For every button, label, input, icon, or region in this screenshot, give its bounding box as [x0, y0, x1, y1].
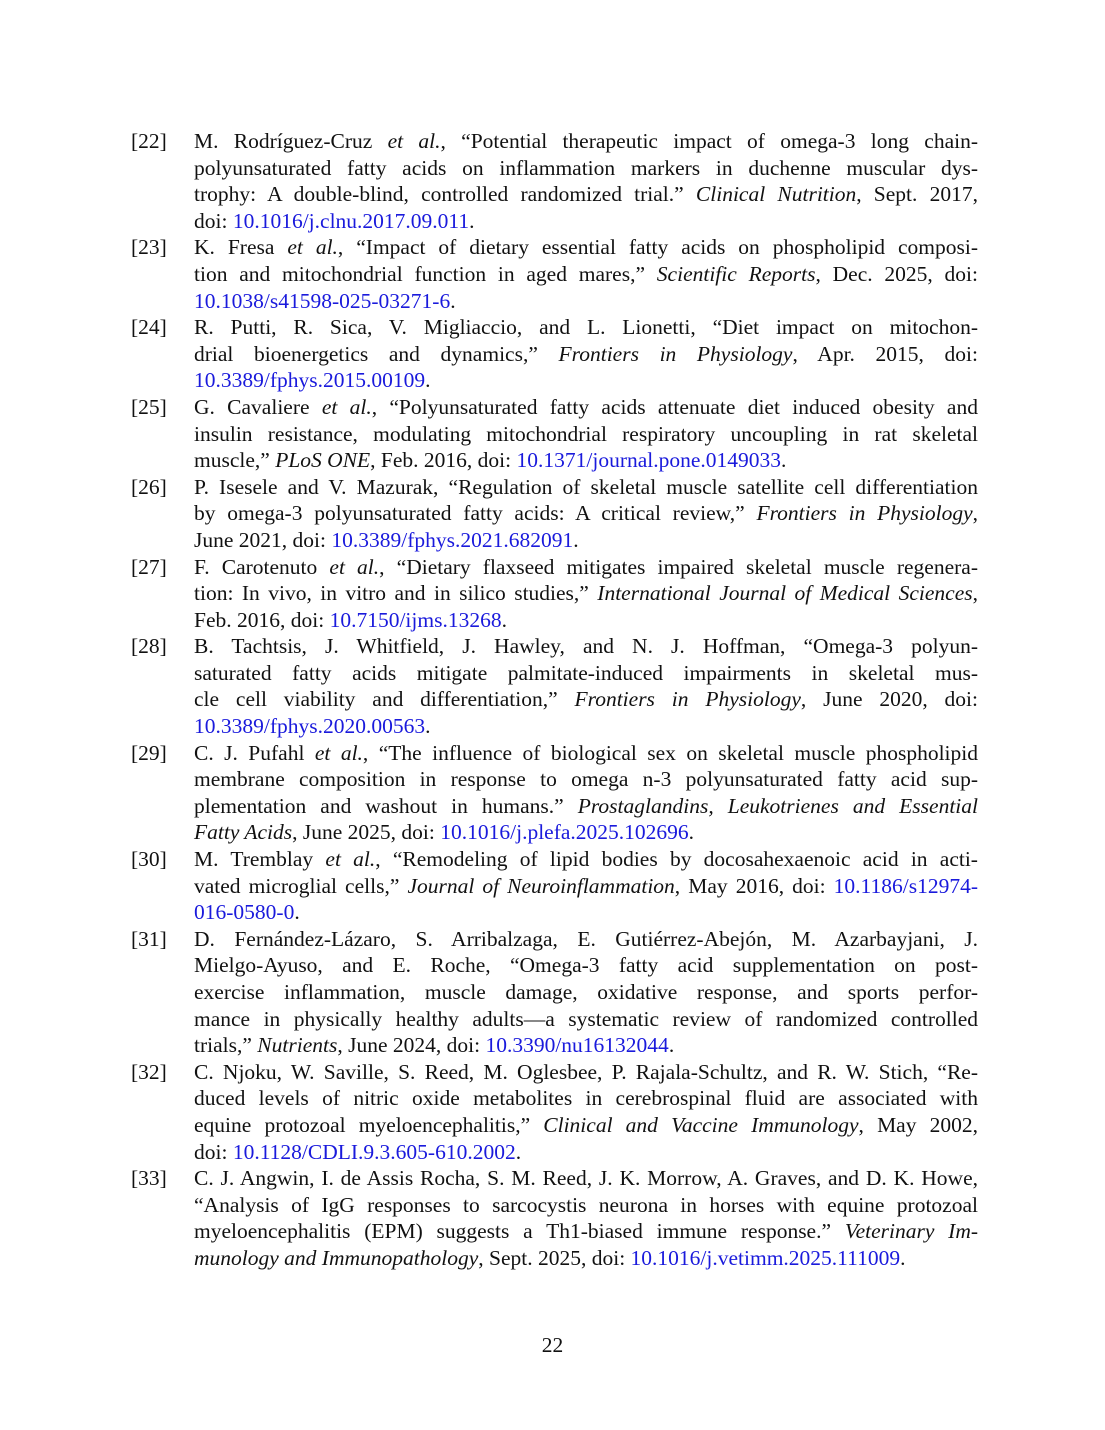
- reference-line: [194, 527, 978, 554]
- reference-number: [28]: [131, 634, 167, 659]
- reference-text-segment: exercise inflammation, muscle damage, oxidative response, and sports perfor-: [194, 980, 978, 1004]
- journal-or-etal-italic: Veterinary Im-: [844, 1219, 978, 1244]
- reference-number: [26]: [131, 474, 167, 499]
- reference-text-segment: polyunsaturated fatty acids on inflammation markers in duchenne muscular dys-: [194, 155, 978, 180]
- reference-text-segment: doi:: [194, 208, 233, 233]
- reference-text-segment: .: [501, 607, 507, 632]
- reference-list: [0, 128, 1105, 1272]
- reference-text-segment: cle cell viability and differentiation,”: [194, 687, 575, 712]
- reference-line: [194, 421, 978, 448]
- reference-text-segment: , Apr. 2015, doi:: [792, 341, 978, 366]
- reference-text-segment: .: [668, 1033, 675, 1058]
- reference-text: [194, 554, 978, 634]
- reference-text-segment: .: [515, 1139, 522, 1164]
- journal-or-etal-italic: Prostaglandins, Leukotrienes and Essential: [577, 793, 978, 818]
- reference-text-segment: Feb. 2016, doi:: [194, 607, 330, 632]
- reference-text-segment: M. Tremblay: [194, 847, 326, 872]
- reference-text-segment: B. Tachtsis, J. Whitfield, J. Hawley, and N. J. Hoffman, “Omega-3 polyun-: [194, 634, 978, 659]
- reference-number: [25]: [131, 394, 167, 419]
- reference-entry: [0, 474, 1105, 554]
- page-number: 22: [541, 1333, 564, 1357]
- reference-number: [27]: [131, 554, 167, 579]
- journal-or-etal-italic: Fatty Acids: [194, 820, 293, 845]
- reference-text-segment: M. Rodríguez-Cruz: [194, 129, 388, 153]
- reference-line: [194, 341, 978, 368]
- reference-line: [194, 128, 978, 155]
- reference-text-segment: vated microglial cells,”: [194, 873, 408, 898]
- reference-text-segment: myeloencephalitis (EPM) suggests a Th1-biased immune response.”: [194, 1219, 845, 1244]
- journal-or-etal-italic: International Journal of Medical Sciences: [597, 581, 973, 606]
- doi-link[interactable]: 10.3389/fphys.2020.00563: [194, 714, 426, 739]
- reference-line: [194, 580, 978, 607]
- reference-text: [194, 394, 978, 474]
- reference-text-segment: , June 2024, doi:: [337, 1033, 486, 1058]
- reference-text-segment: , Dec. 2025, doi:: [815, 261, 978, 286]
- reference-text-segment: C. J. Angwin, I. de Assis Rocha, S. M. Reed, J. K. Morrow, A. Graves, and D. K. Howe,: [194, 1166, 978, 1191]
- reference-text-segment: .: [425, 368, 431, 393]
- reference-text-segment: , May 2016, doi:: [674, 873, 834, 898]
- journal-or-etal-italic: et al.: [387, 129, 441, 153]
- reference-text-segment: .: [688, 820, 695, 845]
- reference-line: [194, 1112, 978, 1139]
- doi-link[interactable]: 10.1128/CDLI.9.3.605-610.2002: [232, 1139, 516, 1164]
- reference-number: [33]: [131, 1166, 167, 1191]
- reference-text-segment: .: [294, 900, 300, 925]
- reference-entry: [0, 740, 1105, 846]
- reference-line: [194, 819, 978, 846]
- reference-line: [194, 926, 978, 953]
- reference-text: [194, 633, 978, 739]
- journal-or-etal-italic: munology and Immunopathology: [194, 1245, 479, 1270]
- reference-text-segment: .: [573, 527, 579, 552]
- reference-line: [194, 1085, 978, 1112]
- reference-line: [194, 288, 978, 315]
- reference-line: [194, 899, 978, 926]
- reference-text-segment: .: [900, 1245, 906, 1270]
- doi-link[interactable]: 10.3389/fphys.2021.682091: [331, 527, 574, 552]
- reference-line: [194, 873, 978, 900]
- reference-text: [194, 314, 978, 394]
- doi-link[interactable]: 10.1186/s12974-: [833, 873, 978, 898]
- reference-text-segment: “Analysis of IgG responses to sarcocystis neurona in horses with equine protozoal: [194, 1192, 978, 1217]
- reference-text-segment: plementation and washout in humans.”: [194, 793, 578, 818]
- reference-line: [194, 660, 978, 687]
- reference-text-segment: , Sept. 2017,: [856, 182, 978, 207]
- doi-link[interactable]: 10.1016/j.plefa.2025.102696: [440, 820, 689, 845]
- reference-text-segment: Mielgo-Ayuso, and E. Roche, “Omega-3 fatty acid supplementation on post-: [194, 953, 978, 978]
- reference-line: [194, 474, 978, 501]
- reference-text-segment: tion and mitochondrial function in aged mares,”: [194, 261, 657, 286]
- reference-text-segment: , “Remodeling of lipid bodies by docosahexaenoic acid in acti-: [375, 847, 978, 872]
- reference-text-segment: , May 2002,: [858, 1112, 978, 1137]
- reference-line: [194, 554, 978, 581]
- reference-line: [194, 686, 978, 713]
- reference-text-segment: D. Fernández-Lázaro, S. Arribalzaga, E. Gutiérrez-Abejón, M. Azarbayjani, J.: [194, 926, 978, 951]
- reference-text: [194, 926, 978, 1059]
- reference-text-segment: F. Carotenuto: [194, 554, 330, 579]
- reference-line: [194, 1139, 978, 1166]
- reference-line: [194, 607, 978, 634]
- reference-number: [32]: [131, 1059, 167, 1084]
- journal-or-etal-italic: Clinical Nutrition: [695, 182, 857, 207]
- doi-link[interactable]: 10.1371/journal.pone.0149033: [516, 448, 782, 473]
- reference-line: [194, 1032, 978, 1059]
- reference-text-segment: .: [450, 288, 456, 313]
- reference-line: [194, 447, 978, 474]
- reference-text-segment: C. J. Pufahl: [194, 740, 315, 765]
- reference-text-segment: ,: [972, 581, 978, 606]
- reference-line: [194, 713, 978, 740]
- reference-line: [194, 500, 978, 527]
- doi-link[interactable]: 10.1016/j.vetimm.2025.111009: [630, 1245, 901, 1270]
- journal-or-etal-italic: et al.: [287, 235, 338, 260]
- reference-line: [194, 155, 978, 182]
- reference-entry: [0, 394, 1105, 474]
- reference-text-segment: , “Dietary flaxseed mitigates impaired skeletal muscle regenera-: [379, 554, 978, 579]
- journal-or-etal-italic: et al.: [321, 394, 372, 419]
- reference-number: [24]: [131, 315, 167, 340]
- doi-link[interactable]: 10.7150/ijms.13268: [329, 607, 502, 632]
- reference-line: [194, 367, 978, 394]
- reference-line: [194, 1245, 978, 1272]
- journal-or-etal-italic: Nutrients: [257, 1033, 338, 1058]
- reference-entry: [0, 554, 1105, 634]
- reference-text: [194, 474, 978, 554]
- journal-or-etal-italic: PLoS ONE: [275, 448, 371, 473]
- reference-text-segment: mance in physically healthy adults—a systematic review of randomized controlled: [194, 1006, 978, 1031]
- reference-line: [194, 979, 978, 1006]
- reference-entry: [0, 1165, 1105, 1271]
- reference-line: [194, 793, 978, 820]
- reference-text-segment: .: [781, 448, 787, 473]
- reference-text-segment: tion: In vivo, in vitro and in silico studies,”: [194, 581, 598, 606]
- reference-text-segment: , June 2025, doi:: [292, 820, 441, 845]
- reference-line: [194, 766, 978, 793]
- reference-text-segment: June 2021, doi:: [194, 527, 332, 552]
- reference-text-segment: equine protozoal myeloencephalitis,”: [194, 1112, 544, 1137]
- reference-text: [194, 128, 978, 234]
- reference-number: [30]: [131, 847, 167, 872]
- reference-number: [23]: [131, 235, 167, 260]
- reference-line: [194, 1059, 978, 1086]
- reference-text-segment: ,: [972, 501, 978, 526]
- reference-text-segment: membrane composition in response to omega n-3 polyunsaturated fatty acid sup-: [194, 767, 978, 792]
- reference-line: [194, 1165, 978, 1192]
- doi-link[interactable]: 10.3390/nu16132044: [485, 1033, 669, 1058]
- journal-or-etal-italic: Clinical and Vaccine Immunology: [543, 1112, 859, 1137]
- doi-link[interactable]: 10.1016/j.clnu.2017.09.011: [232, 208, 470, 233]
- doi-link[interactable]: 10.1038/s41598-025-03271-6: [194, 288, 451, 313]
- reference-text-segment: K. Fresa: [194, 235, 288, 260]
- journal-or-etal-italic: et al.: [329, 554, 380, 579]
- reference-text: [194, 1165, 978, 1271]
- reference-line: [194, 633, 978, 660]
- reference-text-segment: G. Cavaliere: [194, 394, 322, 419]
- reference-text: [194, 234, 978, 314]
- reference-text-segment: saturated fatty acids mitigate palmitate-induced impairments in skeletal mus-: [194, 660, 978, 685]
- reference-line: [194, 1006, 978, 1033]
- journal-or-etal-italic: Scientific Reports: [656, 261, 816, 286]
- reference-text-segment: , “The influence of biological sex on skeletal muscle phospholipid: [362, 740, 978, 765]
- reference-text: [194, 846, 978, 926]
- reference-line: [194, 314, 978, 341]
- reference-entry: [0, 926, 1105, 1059]
- reference-line: [194, 740, 978, 767]
- reference-text-segment: , “Potential therapeutic impact of omega-3 long chain-: [440, 129, 978, 153]
- reference-number: [29]: [131, 740, 167, 765]
- reference-line: [194, 952, 978, 979]
- reference-line: [194, 181, 978, 208]
- reference-line: [194, 261, 978, 288]
- reference-line: [194, 846, 978, 873]
- reference-text-segment: muscle,”: [194, 448, 276, 473]
- reference-text-segment: , “Polyunsaturated fatty acids attenuate diet induced obesity and: [371, 394, 978, 419]
- doi-link[interactable]: 10.3389/fphys.2015.00109: [194, 368, 426, 393]
- reference-text-segment: , Sept. 2025, doi:: [478, 1245, 631, 1270]
- reference-text-segment: , Feb. 2016, doi:: [370, 448, 517, 473]
- journal-or-etal-italic: Journal of Neuroinflammation: [407, 873, 675, 898]
- reference-text-segment: .: [469, 208, 475, 233]
- journal-or-etal-italic: Frontiers in Physiology: [574, 687, 801, 712]
- reference-text-segment: insulin resistance, modulating mitochondrial respiratory uncoupling in rat skeletal: [194, 421, 978, 446]
- reference-text-segment: .: [425, 714, 431, 739]
- reference-text-segment: trials,”: [194, 1033, 258, 1058]
- reference-entry: [0, 128, 1105, 234]
- reference-line: [194, 1192, 978, 1219]
- reference-line: [194, 394, 978, 421]
- journal-or-etal-italic: et al.: [325, 847, 376, 872]
- reference-text-segment: duced levels of nitric oxide metabolites in cerebrospinal fluid are associated with: [194, 1086, 978, 1111]
- reference-text-segment: by omega-3 polyunsaturated fatty acids: A critical review,”: [194, 501, 757, 526]
- reference-text-segment: , “Impact of dietary essential fatty acids on phospholipid composi-: [337, 235, 978, 260]
- reference-text-segment: , June 2020, doi:: [800, 687, 978, 712]
- doi-link[interactable]: 016-0580-0: [194, 900, 295, 925]
- reference-text: [194, 1059, 978, 1165]
- reference-number: [31]: [131, 926, 167, 951]
- reference-line: [194, 234, 978, 261]
- reference-number: [22]: [131, 129, 167, 153]
- reference-entry: [0, 633, 1105, 739]
- reference-text-segment: trophy: A double-blind, controlled randomized trial.”: [194, 182, 696, 207]
- reference-text-segment: R. Putti, R. Sica, V. Migliaccio, and L. Lionetti, “Diet impact on mitochon-: [194, 315, 978, 340]
- reference-entry: [0, 846, 1105, 926]
- reference-text-segment: C. Njoku, W. Saville, S. Reed, M. Oglesbee, P. Rajala-Schultz, and R. W. Stich, “Re-: [194, 1059, 978, 1084]
- reference-text: [194, 740, 978, 846]
- reference-text-segment: drial bioenergetics and dynamics,”: [194, 341, 559, 366]
- reference-text-segment: P. Isesele and V. Mazurak, “Regulation of skeletal muscle satellite cell differentiation: [194, 474, 978, 499]
- reference-line: [194, 1218, 978, 1245]
- reference-entry: [0, 234, 1105, 314]
- reference-entry: [0, 314, 1105, 394]
- journal-or-etal-italic: Frontiers in Physiology: [756, 501, 973, 526]
- reference-text-segment: doi:: [194, 1139, 233, 1164]
- journal-or-etal-italic: et al.: [314, 740, 363, 765]
- journal-or-etal-italic: Frontiers in Physiology: [558, 341, 793, 366]
- reference-entry: [0, 1059, 1105, 1165]
- reference-line: [194, 208, 978, 235]
